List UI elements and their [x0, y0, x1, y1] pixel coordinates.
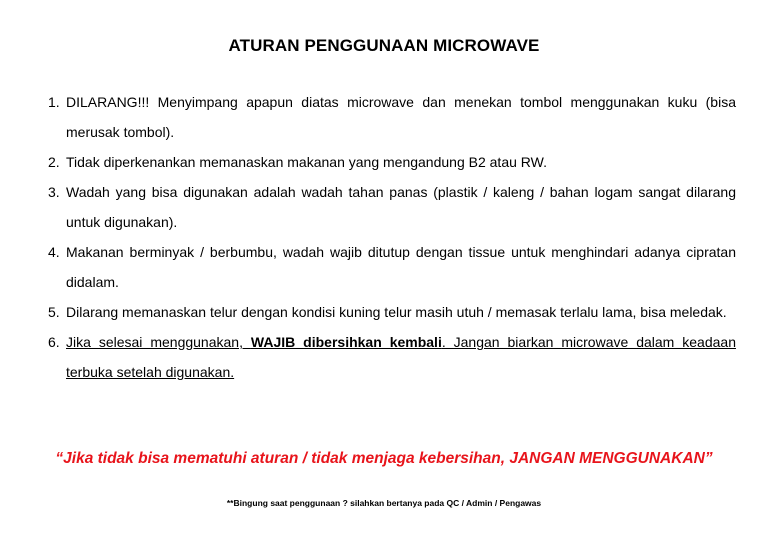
rule-text: DILARANG!!! Menyimpang apapun diatas microwave dan menekan tombol menggunakan kuku (bisa merusak tombol).: [66, 94, 736, 140]
rule-number: 5.: [48, 304, 60, 320]
rule-text: Tidak diperkenankan memanaskan makanan yang mengandung B2 atau RW.: [66, 154, 547, 170]
rule-number: 3.: [48, 184, 60, 200]
rule-text-underlined: [66, 334, 442, 350]
rule-text: Makanan berminyak / berbumbu, wadah wajib ditutup dengan tissue untuk menghindari adanya cipratan didalam.: [66, 244, 736, 290]
rule-item: [48, 327, 736, 387]
rule-item: [48, 147, 736, 177]
warning-text: “Jika tidak bisa mematuhi aturan / tidak menjaga kebersihan, JANGAN MENGGUNAKAN”: [55, 450, 713, 467]
rule-text-part1: Jika selesai menggunakan,: [66, 334, 251, 350]
rule-text-bold: WAJIB dibersihkan kembali: [250, 334, 442, 350]
rule-number: 2.: [48, 154, 60, 170]
rule-text: Dilarang memanaskan telur dengan kondisi kuning telur masih utuh / memasak terlalu lama, bisa meledak.: [66, 304, 727, 320]
footnote: **Bingung saat penggunaan ? silahkan bertanya pada QC / Admin / Pengawas: [226, 498, 542, 508]
rule-number: 6.: [48, 334, 60, 350]
rule-item: [48, 237, 736, 297]
rule-item: [48, 297, 736, 327]
rule-item: [48, 177, 736, 237]
rule-number: 1.: [48, 94, 60, 110]
rule-text-part2: . Jangan biarkan microwave dalam keadaan terbuka setelah digunakan.: [66, 334, 736, 380]
document-title: ATURAN PENGGUNAAN MICROWAVE: [228, 36, 540, 55]
rules-list: [48, 87, 736, 387]
rule-number: 4.: [48, 244, 60, 260]
rule-text: Wadah yang bisa digunakan adalah wadah tahan panas (plastik / kaleng / bahan logam sangat dilarang untuk digunakan).: [66, 184, 736, 230]
rule-item: [48, 87, 736, 147]
